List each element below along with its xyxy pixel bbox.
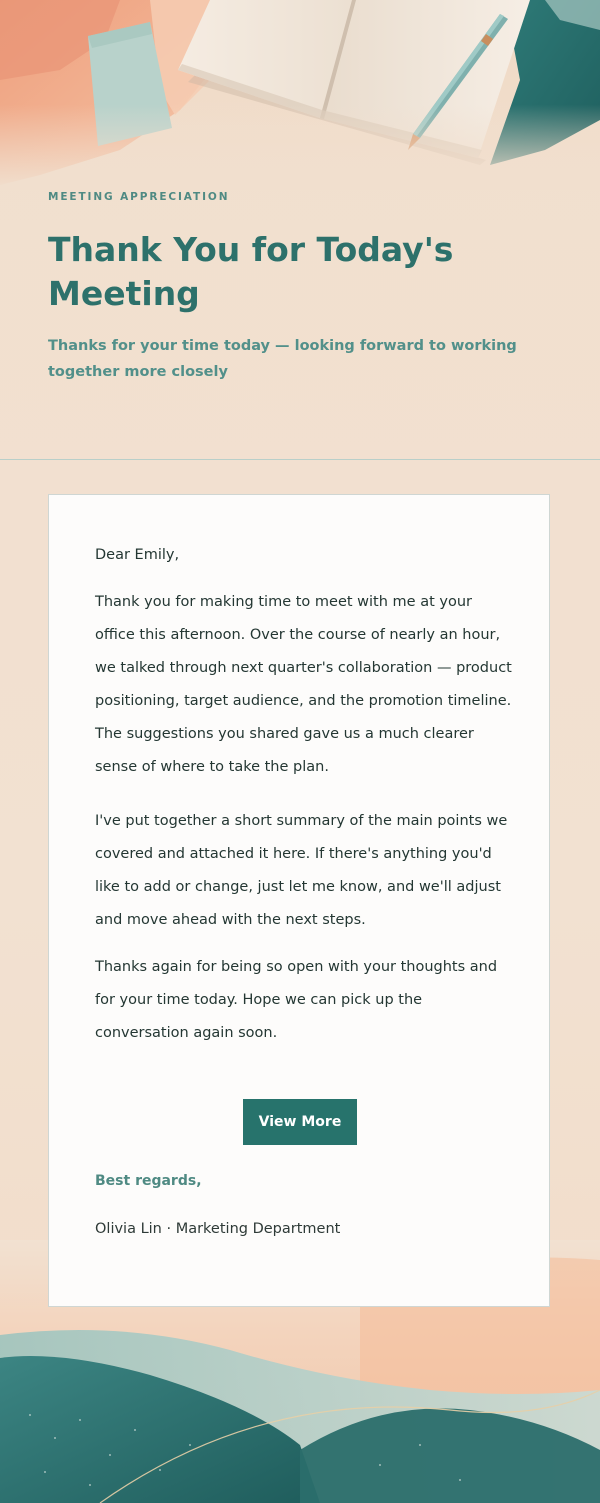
letter-greeting: Dear Emily, xyxy=(95,547,180,563)
letter-paragraph-3: Thanks again for being so open with your thoughts and for your time today. Hope we can pick up the conversation again soon. xyxy=(95,959,498,1041)
page-subtitle: Thanks for your time today — looking forward to working together more closely xyxy=(48,338,517,380)
notebook-and-pen-icon xyxy=(0,0,600,190)
letter-paragraph-1: Thank you for making time to meet with me at your office this afternoon. Over the course of nearly an hour, we talked through next quarter's collaboration — product positioning, target audience, and the promotion timeline. The suggestions you shared gave us a much clearer sense of where to take the plan. xyxy=(95,594,512,775)
page-title: Thank You for Today's Meeting xyxy=(48,230,454,313)
letter-signature: Olivia Lin · Marketing Department xyxy=(95,1221,341,1237)
eyebrow-label: MEETING APPRECIATION xyxy=(48,191,230,203)
letter-card xyxy=(48,494,550,1307)
header-illustration xyxy=(0,0,600,190)
letter-body xyxy=(95,539,515,1041)
view-more-button[interactable]: View More xyxy=(243,1099,357,1145)
letter-paragraph-2: I've put together a short summary of the main points we covered and attached it here. If there's anything you'd like to add or change, just let me know, and we'll adjust and move ahead with the next steps. xyxy=(95,813,508,928)
letter-signoff: Best regards, xyxy=(95,1173,202,1189)
header-divider xyxy=(0,459,600,460)
